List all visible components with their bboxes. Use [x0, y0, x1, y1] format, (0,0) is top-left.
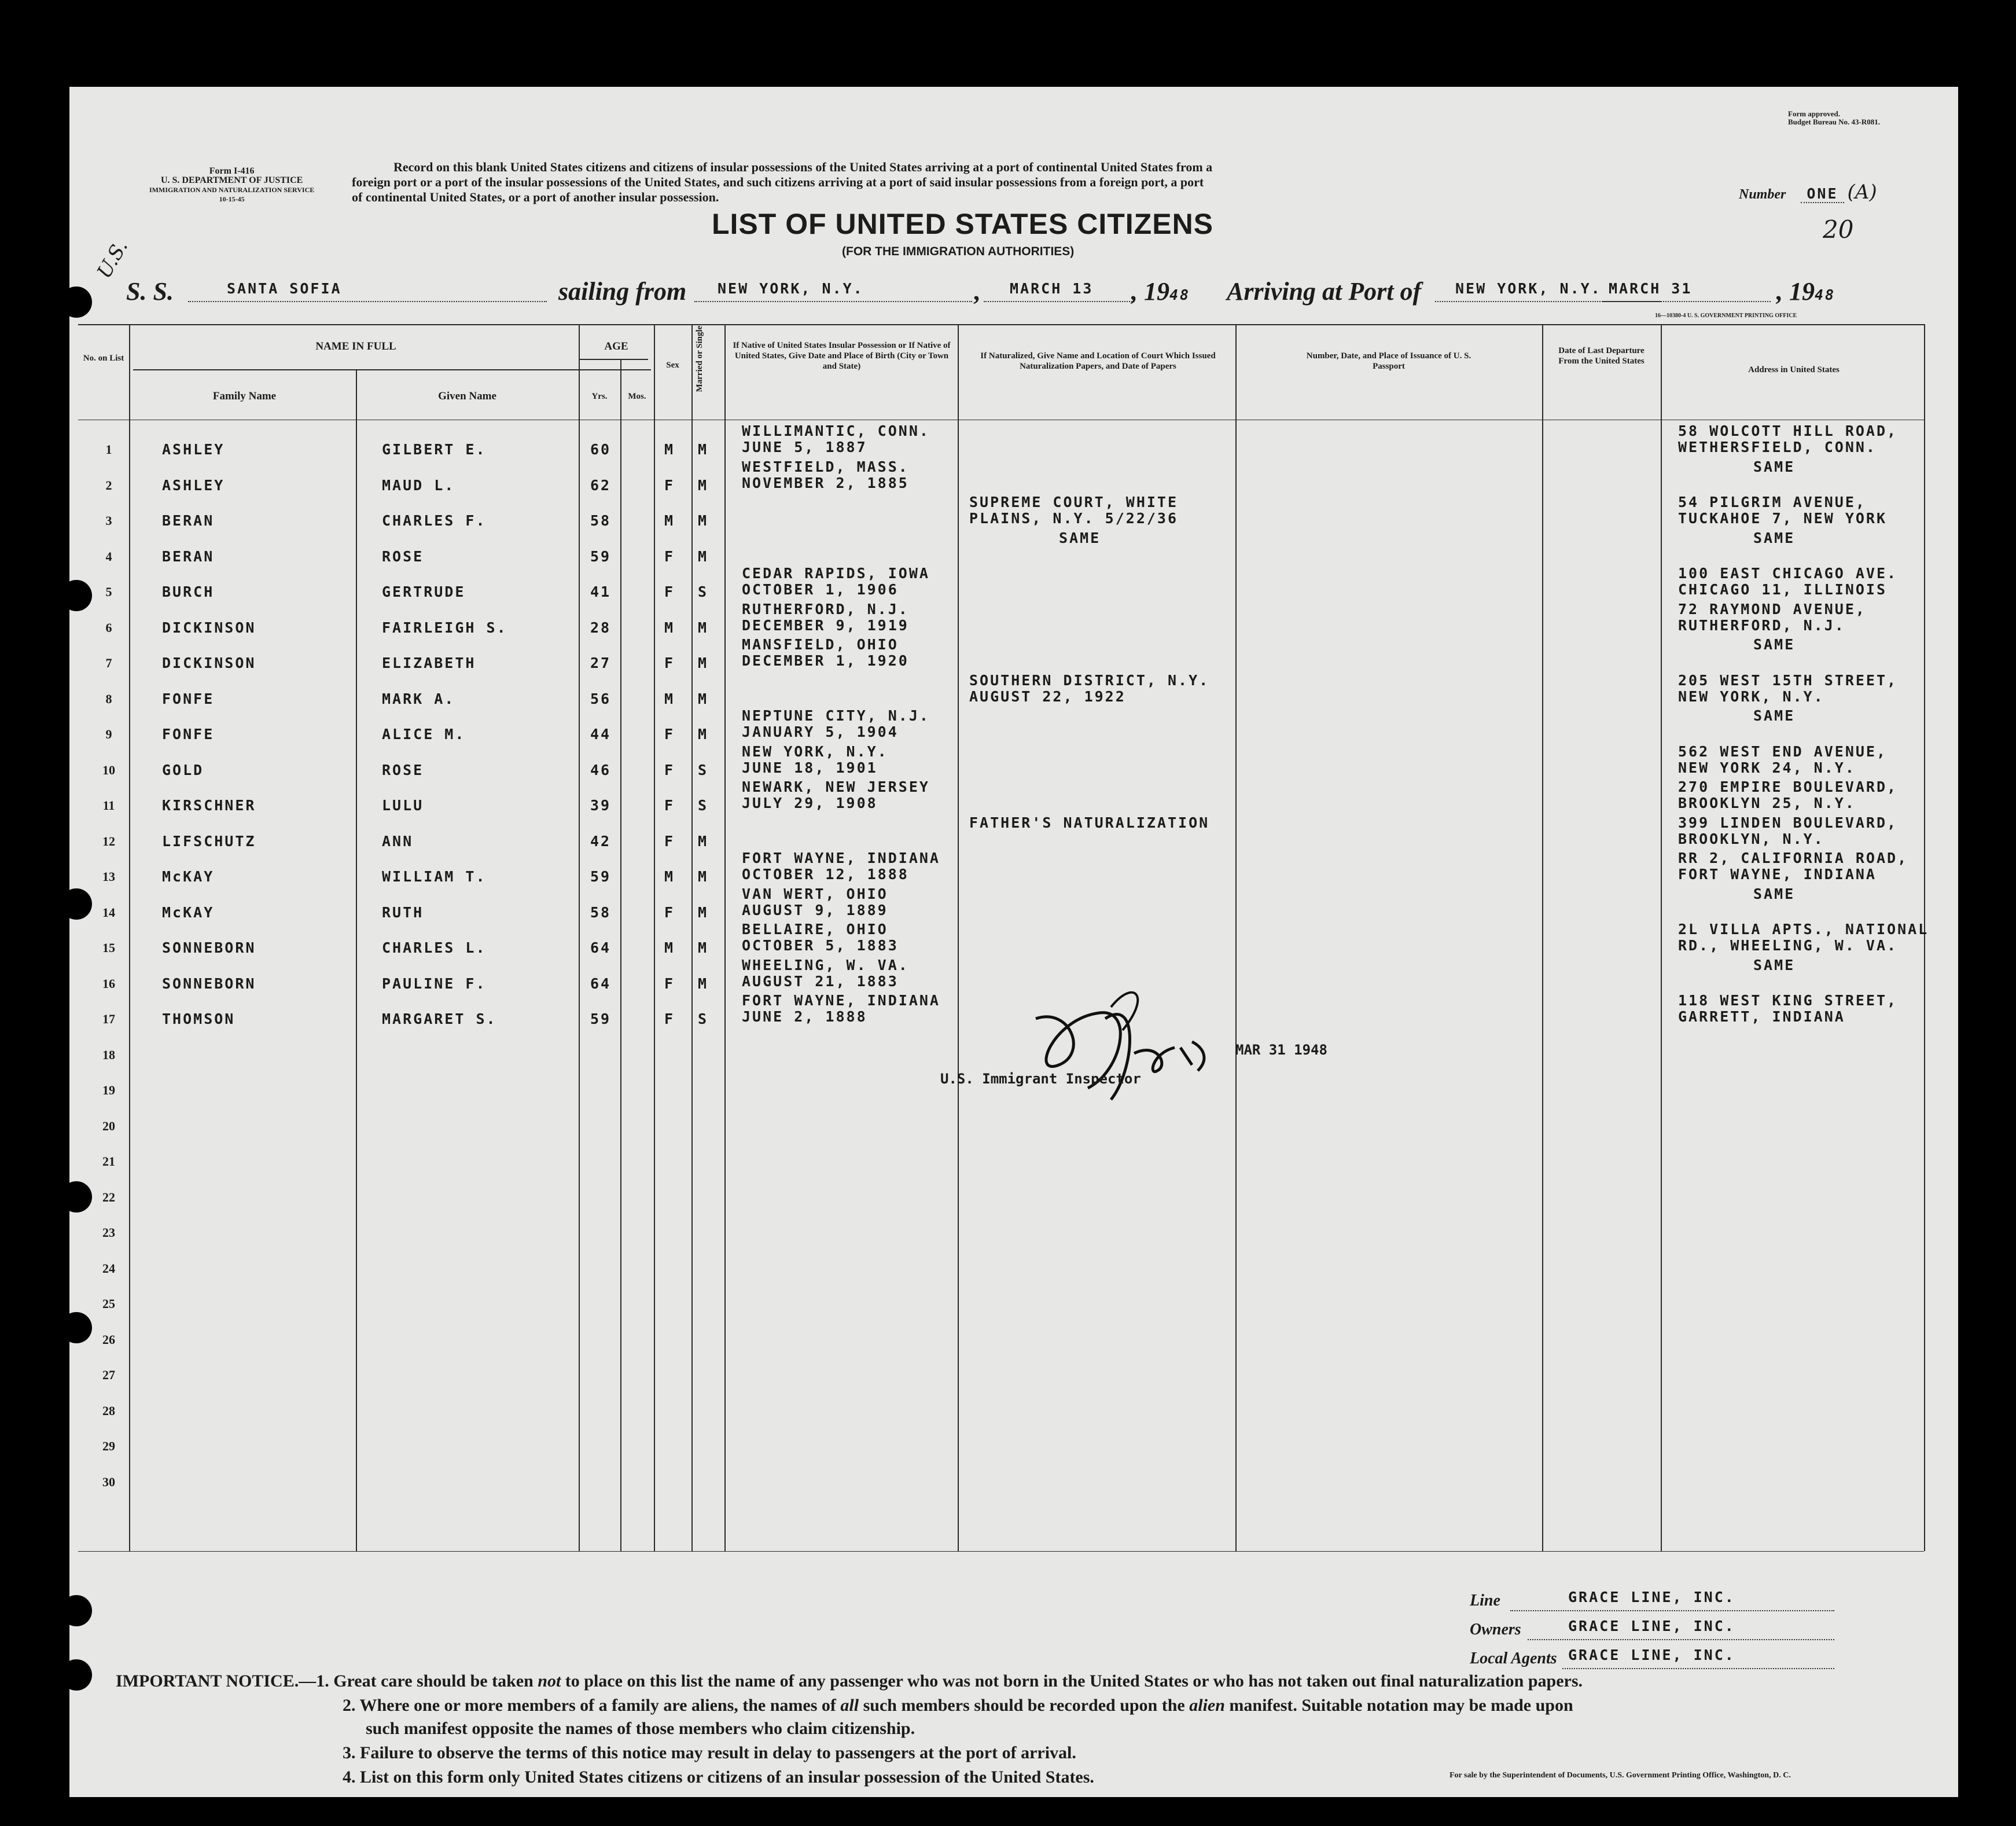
family-name: BERAN: [162, 512, 215, 529]
marital-status: S: [698, 1011, 709, 1027]
address-line: SAME: [1753, 886, 1796, 902]
sex: F: [664, 477, 675, 494]
family-name: ASHLEY: [162, 477, 225, 494]
naturalization: SOUTHERN DISTRICT, N.Y.: [969, 672, 1210, 689]
birth-date: AUGUST 9, 1889: [742, 902, 888, 918]
address-line: NEW YORK 24, N.Y.: [1678, 759, 1856, 776]
birth-place: NEPTUNE CITY, N.J.: [742, 707, 930, 724]
row-number: 12: [102, 834, 115, 848]
instruction-line: foreign port or a port of the insular possessions of the United States, and such citizens arriving at a port of said insular possessions from a foreign port, a port: [352, 175, 1204, 189]
row-number: 14: [102, 905, 115, 920]
address-line: SAME: [1753, 458, 1796, 475]
sale-note: For sale by the Superintendent of Documents, U.S. Government Printing Office, Washington, D. C.: [1450, 1771, 1791, 1780]
row-number: 8: [105, 692, 112, 706]
birth-date: OCTOBER 12, 1888: [742, 866, 909, 883]
marital-status: M: [698, 441, 709, 458]
address-line: NEW YORK, N.Y.: [1678, 688, 1824, 705]
age-years: 56: [590, 690, 612, 707]
approval-block: [1788, 110, 1880, 126]
naturalization-detail: PLAINS, N.Y. 5/22/36: [969, 510, 1179, 527]
age-years: 58: [590, 904, 612, 921]
address-line: 118 WEST KING STREET,: [1678, 992, 1898, 1009]
family-name: FONFE: [162, 726, 215, 743]
row-number: 26: [102, 1332, 115, 1347]
notice-2-cont: such manifest opposite the names of those members who claim citizenship.: [366, 1719, 915, 1738]
sailing-label: sailing from: [558, 277, 687, 306]
agents-label: Local Agents: [1470, 1649, 1557, 1667]
header-married-single: Married or Single: [695, 325, 704, 392]
ship-name: SANTA SOFIA: [227, 280, 342, 297]
birth-date: JULY 29, 1908: [742, 795, 878, 811]
family-name: GOLD: [162, 762, 204, 778]
marital-status: M: [698, 904, 709, 921]
row-number: 13: [102, 869, 115, 884]
binder-hole: [61, 580, 92, 611]
birth-place: NEWARK, NEW JERSEY: [742, 778, 930, 795]
binder-hole: [61, 1181, 92, 1213]
birth-date: JUNE 5, 1887: [742, 439, 867, 455]
sex: F: [664, 797, 675, 814]
header-age: AGE: [604, 340, 628, 352]
sex: F: [664, 762, 675, 778]
address-line: 100 EAST CHICAGO AVE.: [1678, 565, 1898, 582]
approval-line: Budget Bureau No. 43-R081.: [1788, 117, 1881, 126]
family-name: LIFSCHUTZ: [162, 833, 256, 850]
naturalization-detail: AUGUST 22, 1922: [969, 688, 1126, 705]
address-line: 54 PILGRIM AVENUE,: [1678, 494, 1866, 510]
age-years: 41: [590, 583, 612, 600]
header-no-on-list: No. on List: [83, 354, 124, 363]
sex: F: [664, 833, 675, 850]
birth-place: WESTFIELD, MASS.: [742, 458, 909, 475]
marital-status: M: [698, 512, 709, 529]
address-line: TUCKAHOE 7, NEW YORK: [1678, 510, 1888, 527]
header-given-name: Given Name: [438, 390, 496, 402]
address-line: RUTHERFORD, N.J.: [1678, 617, 1845, 634]
birth-date: JANUARY 5, 1904: [742, 723, 899, 740]
sex: F: [664, 655, 675, 671]
arriving-year: , 1948: [1776, 277, 1836, 306]
family-name: KIRSCHNER: [162, 797, 256, 814]
instructions: [352, 160, 1212, 205]
header-yrs: Yrs.: [591, 392, 608, 401]
address-line: CHICAGO 11, ILLINOIS: [1678, 581, 1888, 598]
marital-status: M: [698, 975, 709, 992]
address-line: 58 WOLCOTT HILL ROAD,: [1678, 422, 1898, 439]
row-number: 11: [102, 798, 115, 813]
page-number-hand: 20: [1823, 215, 1854, 244]
marital-status: M: [698, 868, 709, 885]
service: IMMIGRATION AND NATURALIZATION SERVICE: [149, 186, 315, 194]
given-name: FAIRLEIGH S.: [382, 619, 507, 636]
row-number: 30: [102, 1475, 115, 1489]
sailing-year-value: 48: [1169, 286, 1191, 303]
birth-date: OCTOBER 5, 1883: [742, 937, 899, 954]
age-years: 42: [590, 833, 612, 850]
row-number: 22: [102, 1190, 115, 1204]
given-name: ROSE: [382, 548, 424, 565]
naturalization: SUPREME COURT, WHITE: [969, 494, 1179, 510]
address-line: RD., WHEELING, W. VA.: [1678, 937, 1898, 954]
naturalization: SAME: [1059, 530, 1101, 546]
given-name: ROSE: [382, 762, 424, 778]
header-address: Address in United States: [1748, 365, 1840, 374]
birth-date: OCTOBER 1, 1906: [742, 581, 899, 598]
address-line: 2L VILLA APTS., NATIONAL: [1678, 921, 1929, 938]
age-years: 62: [590, 477, 612, 494]
address-line: FORT WAYNE, INDIANA: [1678, 866, 1877, 883]
owners-value: GRACE LINE, INC.: [1568, 1618, 1735, 1634]
sex: M: [664, 939, 675, 956]
sex: M: [664, 868, 675, 885]
row-number: 5: [105, 585, 112, 599]
age-years: 59: [590, 868, 612, 885]
row-number: 19: [102, 1083, 115, 1097]
marital-status: M: [698, 833, 709, 850]
sex: F: [664, 726, 675, 743]
address-line: BROOKLYN 25, N.Y.: [1678, 795, 1856, 811]
arriving-port: NEW YORK, N.Y.: [1455, 280, 1602, 297]
instruction-line: Record on this blank United States citizens and citizens of insular possessions of the United States arriving at a port of continental United States from a: [393, 160, 1213, 174]
birth-place: FORT WAYNE, INDIANA: [742, 992, 940, 1009]
row-number: 21: [102, 1154, 115, 1169]
address-line: 205 WEST 15TH STREET,: [1678, 672, 1898, 689]
notice-text: such members should be recorded upon the: [859, 1696, 1190, 1715]
header-passport: Number, Date, and Place of Issuance of U. S. Passport: [1306, 351, 1471, 371]
year-prefix: 19: [1144, 277, 1169, 306]
birth-place: CEDAR RAPIDS, IOWA: [742, 565, 930, 582]
given-name: LULU: [382, 797, 424, 814]
row-number: 18: [102, 1048, 115, 1062]
marital-status: M: [698, 939, 709, 956]
page-subtitle: (FOR THE IMMIGRATION AUTHORITIES): [842, 245, 1075, 258]
row-number: 16: [102, 976, 115, 991]
address-line: SAME: [1753, 957, 1796, 973]
sex: F: [664, 1011, 675, 1027]
given-name: MAUD L.: [382, 477, 455, 494]
row-number: 10: [102, 763, 115, 777]
notice-1: [116, 1671, 1583, 1691]
family-name: BERAN: [162, 548, 215, 565]
row-number: 7: [105, 656, 112, 670]
age-years: 46: [590, 762, 612, 778]
given-name: MARGARET S.: [382, 1011, 497, 1027]
notice-4: 4. List on this form only United States citizens or citizens of an insular possession of the United States.: [343, 1768, 1094, 1787]
form-id: Form I-416: [209, 166, 255, 176]
birth-date: NOVEMBER 2, 1885: [742, 475, 909, 491]
number-hand: (A): [1847, 181, 1877, 204]
sex: F: [664, 975, 675, 992]
family-name: SONNEBORN: [162, 939, 256, 956]
header-birth: If Native of United States Insular Possession or If Native of United States, Give Date and Place of Birth (City or Town and State): [733, 341, 951, 371]
row-number: 17: [102, 1012, 115, 1026]
row-number: 15: [102, 940, 115, 955]
age-years: 44: [590, 726, 612, 743]
family-name: DICKINSON: [162, 655, 256, 671]
printing-note: 16—10380-4 U. S. GOVERNMENT PRINTING OFFICE: [1655, 313, 1797, 319]
given-name: GERTRUDE: [382, 583, 466, 600]
address-line: SAME: [1753, 636, 1796, 653]
row-number: 6: [105, 620, 112, 635]
agents-value: GRACE LINE, INC.: [1568, 1647, 1735, 1663]
age-years: 64: [590, 975, 612, 992]
marital-status: M: [698, 619, 709, 636]
address-line: 72 RAYMOND AVENUE,: [1678, 601, 1866, 618]
family-name: McKAY: [162, 904, 215, 921]
marital-status: M: [698, 690, 709, 707]
notice-text: to place on this list the name of any passenger who was not born in the United States or who has not taken out final naturalization papers.: [561, 1671, 1583, 1691]
number-label: Number: [1739, 187, 1786, 202]
marital-status: M: [698, 548, 709, 565]
address-line: WETHERSFIELD, CONN.: [1678, 439, 1877, 455]
year-prefix: 19: [1789, 277, 1815, 306]
sailing-from: NEW YORK, N.Y.: [718, 280, 864, 297]
row-number: 9: [105, 727, 112, 741]
marital-status: S: [698, 797, 709, 814]
row-number: 4: [105, 549, 112, 564]
notice-emphasis: alien: [1189, 1696, 1225, 1715]
sex: M: [664, 441, 675, 458]
given-name: MARK A.: [382, 690, 455, 707]
family-name: McKAY: [162, 868, 215, 885]
birth-place: WHEELING, W. VA.: [742, 957, 909, 973]
row-number: 1: [105, 442, 112, 457]
notice-emphasis: all: [840, 1696, 859, 1715]
address-line: 399 LINDEN BOULEVARD,: [1678, 814, 1898, 831]
row-number: 28: [102, 1404, 115, 1418]
row-number: 23: [102, 1225, 115, 1240]
instruction-line: of continental United States, or a port of another insular possession.: [352, 190, 719, 204]
given-name: PAULINE F.: [382, 975, 487, 992]
address-line: SAME: [1753, 530, 1796, 546]
sex: M: [664, 690, 675, 707]
birth-place: MANSFIELD, OHIO: [742, 636, 899, 653]
birth-place: FORT WAYNE, INDIANA: [742, 850, 940, 866]
address-line: RR 2, CALIFORNIA ROAD,: [1678, 850, 1908, 866]
sailing-date: MARCH 13: [1010, 280, 1094, 297]
binder-hole: [61, 888, 92, 920]
age-years: 59: [590, 548, 612, 565]
given-name: ANN: [382, 833, 414, 850]
number-value: ONE: [1801, 185, 1844, 203]
binder-hole: [61, 1595, 92, 1626]
given-name: ALICE M.: [382, 726, 466, 743]
birth-date: DECEMBER 9, 1919: [742, 617, 909, 634]
ss-hand-note: U.S.: [92, 236, 133, 282]
row-number: 29: [102, 1439, 115, 1453]
binder-hole: [61, 286, 92, 318]
age-years: 58: [590, 512, 612, 529]
department: U. S. DEPARTMENT OF JUSTICE: [160, 175, 303, 185]
address-line: BROOKLYN, N.Y.: [1678, 831, 1824, 847]
birth-date: DECEMBER 1, 1920: [742, 652, 909, 669]
birth-place: NEW YORK, N.Y.: [742, 743, 888, 760]
header-naturalized: If Naturalized, Give Name and Location of Court Which Issued Naturalization Papers, and Date of Papers: [980, 351, 1216, 371]
given-name: CHARLES L.: [382, 939, 487, 956]
notice-text: —1. Great care should be taken: [299, 1671, 538, 1691]
comma: ,: [973, 277, 980, 306]
given-name: RUTH: [382, 904, 424, 921]
family-name: ASHLEY: [162, 441, 225, 458]
birth-date: JUNE 2, 1888: [742, 1008, 867, 1025]
ss-label: S. S.: [126, 277, 174, 306]
approval-line: Form approved.: [1788, 109, 1841, 118]
stamp-date: MAR 31 1948: [1235, 1042, 1327, 1058]
age-years: 28: [590, 619, 612, 636]
sex: M: [664, 619, 675, 636]
birth-place: WILLIMANTIC, CONN.: [742, 422, 930, 439]
header-departure: Date of Last Departure From the United States: [1558, 346, 1645, 366]
page-title: LIST OF UNITED STATES CITIZENS: [712, 208, 1214, 240]
notice-text: 2. Where one or more members of a family are aliens, the names of: [343, 1696, 841, 1715]
family-name: BURCH: [162, 583, 215, 600]
birth-date: JUNE 18, 1901: [742, 759, 878, 776]
marital-status: M: [698, 477, 709, 494]
naturalization: FATHER'S NATURALIZATION: [969, 814, 1210, 831]
row-number: 27: [102, 1368, 115, 1382]
binder-hole: [61, 1659, 92, 1691]
address-line: GARRETT, INDIANA: [1678, 1008, 1845, 1025]
header-mos: Mos.: [628, 392, 646, 401]
notice-title: IMPORTANT NOTICE.: [116, 1671, 299, 1691]
age-years: 60: [590, 441, 612, 458]
marital-status: M: [698, 726, 709, 743]
inspector-label: U.S. Immigrant Inspector: [940, 1071, 1141, 1087]
age-years: 27: [590, 655, 612, 671]
birth-date: AUGUST 21, 1883: [742, 973, 899, 990]
notice-3: 3. Failure to observe the terms of this notice may result in delay to passengers at the port of arrival.: [343, 1743, 1076, 1762]
address-line: SAME: [1753, 707, 1796, 724]
sailing-year: , 1948: [1131, 277, 1191, 306]
age-years: 64: [590, 939, 612, 956]
number-field: [1739, 181, 1877, 204]
arriving-date: MARCH 31: [1609, 280, 1693, 297]
row-number: 2: [105, 478, 112, 493]
form-date: 10-15-45: [219, 195, 245, 203]
family-name: FONFE: [162, 690, 215, 707]
arriving-year-value: 48: [1815, 286, 1836, 303]
sex: M: [664, 512, 675, 529]
line-value: GRACE LINE, INC.: [1568, 1589, 1735, 1605]
owners-label: Owners: [1470, 1621, 1521, 1638]
notice-emphasis: not: [538, 1671, 561, 1691]
address-line: 562 WEST END AVENUE,: [1678, 743, 1888, 760]
line-label: Line: [1470, 1592, 1500, 1610]
inspector-signature: [1018, 984, 1238, 1123]
marital-status: M: [698, 655, 709, 671]
given-name: WILLIAM T.: [382, 868, 487, 885]
given-name: ELIZABETH: [382, 655, 476, 671]
binder-hole: [61, 1312, 92, 1343]
header-name-in-full: NAME IN FULL: [315, 340, 396, 352]
given-name: CHARLES F.: [382, 512, 487, 529]
sex: F: [664, 904, 675, 921]
birth-place: VAN WERT, OHIO: [742, 886, 888, 902]
row-number: 25: [102, 1296, 115, 1311]
sex: F: [664, 548, 675, 565]
address-line: 270 EMPIRE BOULEVARD,: [1678, 778, 1898, 795]
age-years: 59: [590, 1011, 612, 1027]
row-number: 20: [102, 1119, 115, 1133]
header-sex: Sex: [666, 361, 679, 370]
marital-status: S: [698, 583, 709, 600]
family-name: THOMSON: [162, 1011, 236, 1027]
arriving-label: Arriving at Port of: [1227, 277, 1422, 306]
row-number: 24: [102, 1261, 115, 1276]
row-number: 3: [105, 513, 112, 528]
notice-text: manifest. Suitable notation may be made upon: [1224, 1696, 1573, 1715]
birth-place: RUTHERFORD, N.J.: [742, 601, 909, 618]
family-name: SONNEBORN: [162, 975, 256, 992]
header-family-name: Family Name: [212, 390, 277, 402]
form-id-block: [149, 167, 314, 204]
notice-2: [343, 1696, 1573, 1715]
given-name: GILBERT E.: [382, 441, 487, 458]
age-years: 39: [590, 797, 612, 814]
family-name: DICKINSON: [162, 619, 256, 636]
sex: F: [664, 583, 675, 600]
birth-place: BELLAIRE, OHIO: [742, 921, 888, 938]
marital-status: S: [698, 762, 709, 778]
